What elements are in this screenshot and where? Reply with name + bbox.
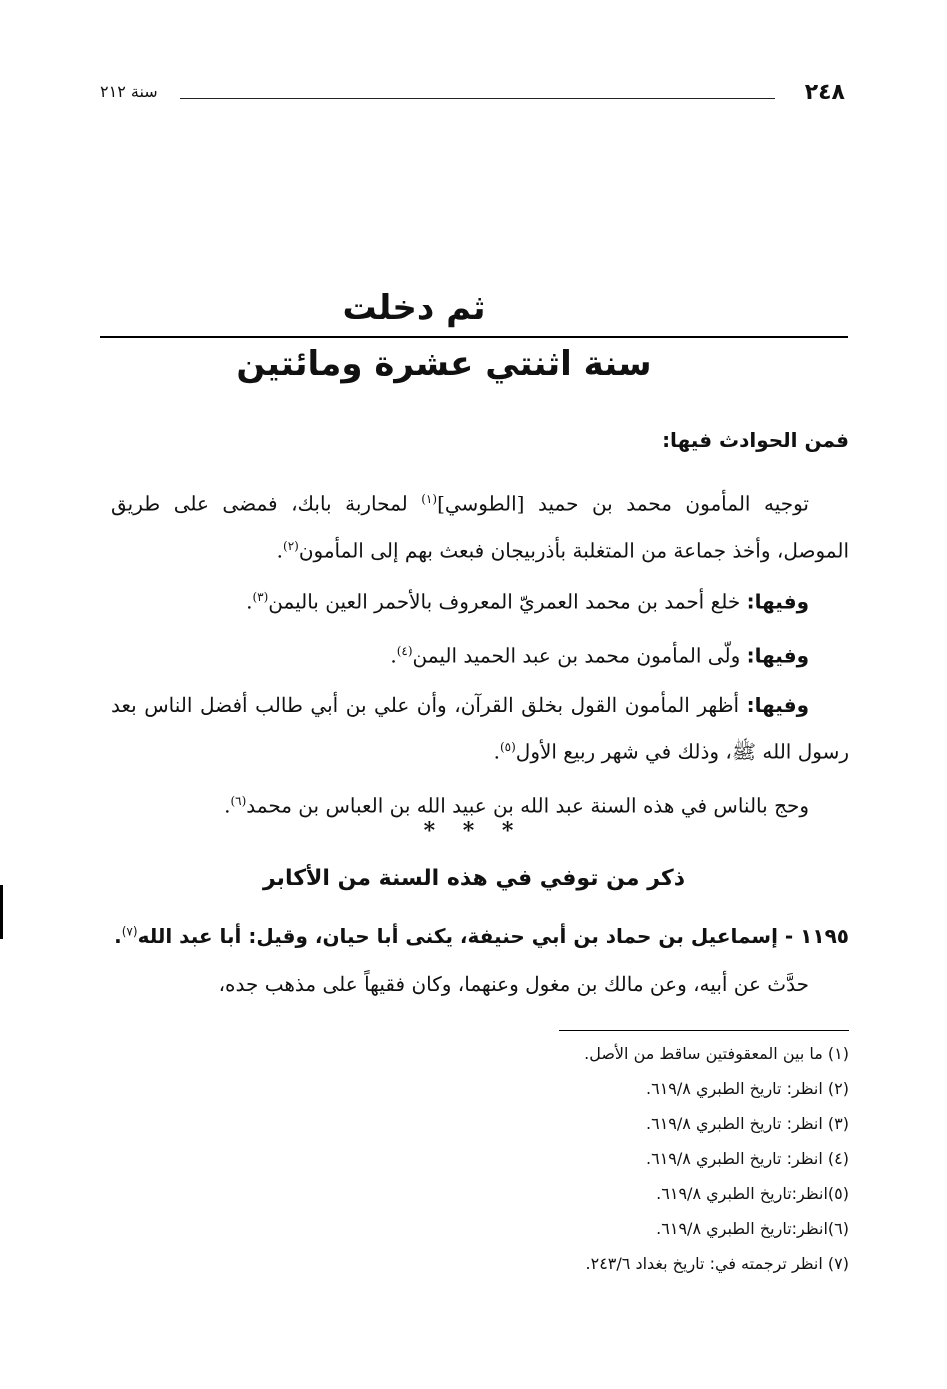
footnote-ref-5: (٥) <box>499 740 516 754</box>
paragraph-3-text: ولّى المأمون محمد بن عبد الحميد اليمن <box>412 643 747 668</box>
paragraph-3 <box>111 630 849 677</box>
paragraph-4-text: أظهر المأمون القول بخلق القرآن، وأن علي بن أبي طالب أفضل الناس بعد رسول الله ﷺ، وذلك في شهر ربيع الأول <box>111 693 849 764</box>
footnote-item: (٤) انظر: تاريخ الطبري ٦١٩/٨. <box>646 1149 849 1168</box>
paragraph-1-text: توجيه المأمون محمد بن حميد [الطوسي] <box>437 491 809 516</box>
paragraph-2-text: خلع أحمد بن محمد العمريّ المعروف بالأحمر العين باليمن <box>268 589 747 614</box>
paragraph-4 <box>111 684 849 773</box>
period: . <box>114 924 122 948</box>
period: . <box>246 589 253 614</box>
period: . <box>224 793 231 818</box>
footnote-ref-1: (١) <box>421 492 438 506</box>
paragraph-3-lead: وفيها: <box>746 643 809 668</box>
title-line-2: سنة اثنتي عشرة ومائتين <box>236 344 652 384</box>
entry-paragraph: حدَّث عن أبيه، وعن مالك بن مغول وعنهما، وكان فقيهاً على مذهب جده، <box>218 972 809 996</box>
paragraph-1-rest: لمحاربة بابك، فمضى على طريق الموصل، وأخذ جماعة من المتغلبة بأذربيجان فبعث بهم إلى المأمون <box>111 491 849 563</box>
footnote-item: (٣) انظر: تاريخ الطبري ٦١٩/٨. <box>646 1114 849 1133</box>
page-number: ٢٤٨ <box>804 80 845 105</box>
paragraph-5-text: وحج بالناس في هذه السنة عبد الله بن عبيد الله بن العباس بن محمد <box>246 793 809 818</box>
deaths-heading: ذكر من توفي في هذه السنة من الأكابر <box>263 866 685 891</box>
footnote-item: (٦)انظر:تاريخ الطبري ٦١٩/٨. <box>656 1219 849 1238</box>
footnote-item: (١) ما بين المعقوفتين ساقط من الأصل. <box>584 1044 849 1063</box>
section-divider-asterisks: * * * <box>423 818 524 844</box>
entry-number: ١١٩٥ <box>800 924 849 948</box>
entry-text: - إسماعيل بن حماد بن أبي حنيفة، يكنى أبا حيان، وقيل: أبا عبد الله <box>137 924 801 948</box>
footnotes <box>109 1036 849 1281</box>
footnote-item: (٥)انظر:تاريخ الطبري ٦١٩/٨. <box>656 1184 849 1203</box>
footnote-ref-2: (٢) <box>283 538 299 553</box>
period: . <box>390 643 397 668</box>
title-rule <box>100 336 848 338</box>
footnote-ref-3: (٣) <box>252 590 269 604</box>
events-heading: فمن الحوادث فيها: <box>662 428 849 452</box>
paragraph-2 <box>111 576 849 623</box>
paragraph-4-lead: وفيها: <box>746 693 809 717</box>
scan-edge-mark <box>0 885 3 939</box>
paragraph-1 <box>111 478 849 571</box>
footnote-item: (٢) انظر: تاريخ الطبري ٦١٩/٨. <box>646 1079 849 1098</box>
header-rule <box>180 98 775 99</box>
footnote-item: (٧) انظر ترجمته في: تاريخ بغداد ٢٤٣/٦. <box>585 1254 849 1273</box>
period: . <box>493 739 500 764</box>
paragraph-2-lead: وفيها: <box>746 589 809 614</box>
running-year-label: سنة ٢١٢ <box>100 82 158 101</box>
title-line-1: ثم دخلت <box>342 288 486 328</box>
period: . <box>276 538 283 563</box>
footnote-ref-7: (٧) <box>121 924 138 939</box>
footnote-ref-6: (٦) <box>230 794 247 808</box>
footnote-rule <box>559 1030 849 1031</box>
running-header <box>100 80 845 110</box>
biography-entry <box>111 924 849 948</box>
chapter-title <box>100 288 848 384</box>
footnote-ref-4: (٤) <box>396 644 413 658</box>
